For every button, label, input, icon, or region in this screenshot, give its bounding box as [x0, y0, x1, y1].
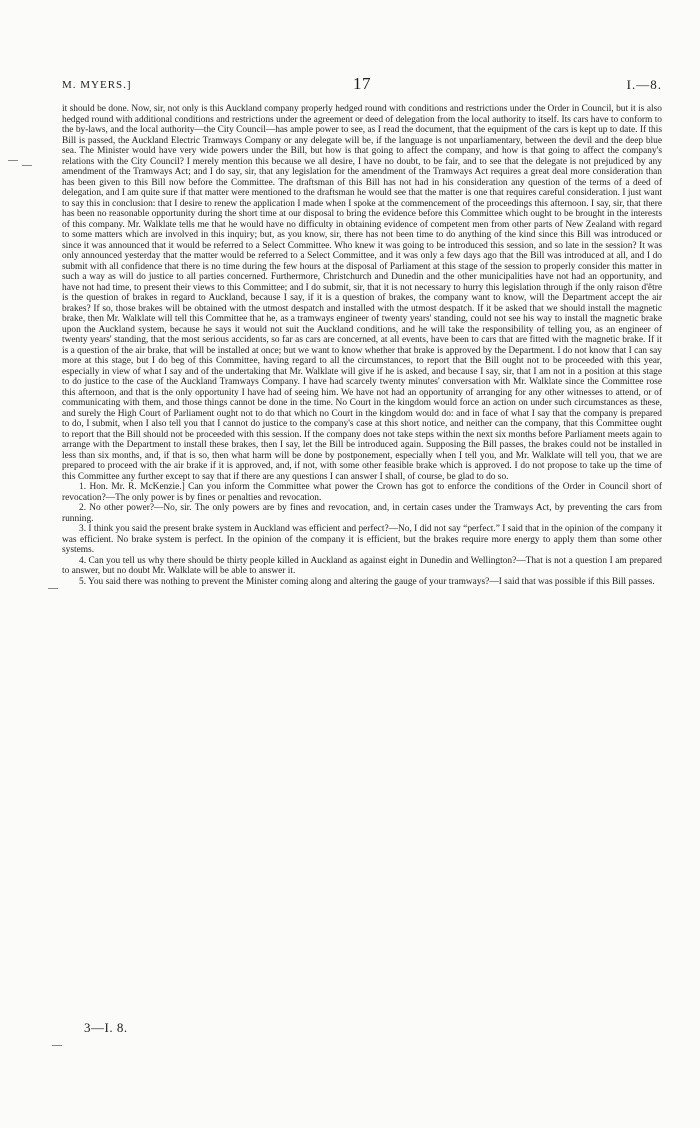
paragraph: 5. You said there was nothing to prevent the Minister coming along and altering the gauge of your tramways?—I said that was possible if this Bill passes. — [79, 576, 655, 587]
paragraph: it should be done. Now, sir, not only is this Auckland company properly hedged round with conditions and restrictions under the Order in Council, but it is also hedged round with additional conditions and restrictions under the agreement or deed of delegation from the local authority to itself. Its cars have to conform to the by-laws, and the local authority—the City Council—has ample power to see, as I read the document, that the equipment of the cars is kept up to date. If this Bill is passed, the Auckland Electric Tramways Company or any delegate will be, if the language is not unparliamentary, between the devil and the deep blue sea. The Minister would have very wide powers under the Bill, but how is that going to affect the company, and how is that going to affect the company's relations with the City Council? I merely mention this because we all desire, I have no doubt, to be fair, and to see that the delegate is not prejudiced by any amendment of the Tramways Act; and I do say, sir, that any legislation for the amendment of the Tramways Act requires a great deal more consideration than has been given to this Bill now before the Committee. The draftsman of this Bill has not had in his consideration any question of the terms of a deed of delegation, and I am quite sure if that matter were mentioned to the draftsman he would see that the matter is one that requires careful consideration. I just want to say this in conclusion: that I desire to renew the application I made when I spoke at the commencement of the proceedings this afternoon. I say, sir, that there has been no reasonable opportunity during the short time at our disposal to bring the evidence before this Committee which ought to be brought in the interests of this company. Mr. Walklate tells me that he would have no difficulty in obtaining evidence of competent men from other parts of New Zealand with regard to some matters which are involved in this inquiry; but, as you know, sir, there has not been time to do anything of the kind since this Bill was introduced or since it was announced that it would be referred to a Select Committee. Who knew it was going to be introduced this session, and so late in the session? It was only announced yesterday that the matter would be referred to a Select Committee, and it was only a few days ago that the Bill was introduced at all, and I do submit with all confidence that there is no time during the few hours at the disposal of Parliament at this stage of the session to properly consider this matter in such a way as will do justice to all parties concerned. Furthermore, Christchurch and Dunedin and the other municipalities have not had an opportunity, and have not had time, to present their views to this Committee; and I do submit, sir, that it is not necessary to hurry this legislation through if the only raison d'être is the question of brakes in regard to Auckland, because I say, if it is a question of brakes, the company want to know, will the Department accept the air brakes? If so, those brakes will be obtained with the utmost despatch and installed with the utmost despatch. If it be asked that we should install the magnetic brake, then Mr. Walklate will tell this Committee that he, as a tramways engineer of twenty years' standing, could not see his way to install the magnetic brake upon the Auckland system, because he says it would not suit the Auckland conditions, and he will take the responsibility of telling you, as an engineer of twenty years' standing, that the most serious accidents, so far as cars are concerned, at all events, have been to cars that are fitted with the magnetic brake. If it is a question of the air brake, that will be installed at once; but we want to know whether that brake is approved by the Department. I do not know that I can say more at this stage, but I do beg of this Committee, having regard to all the circumstances, to report that the Bill ought not to be proceeded with this year, especially in view of what I say and of the undertaking that Mr. Walklate will give if he is asked, and because I say, sir, that I am not in a position at this stage to do justice to the case of the Auckland Tramways Company. I have had scarcely twenty minutes' conversation with Mr. Walklate since the Committee rose this afternoon, and that is the only opportunity I have had of seeing him. We have not had an opportunity of arranging for any other witnesses to attend, or of communicating with them, and those things cannot be done in the time. No Court in the kingdom would force an action on under such circumstances as these, and surely the High Court of Parliament ought not to do that which no Court in the kingdom would do: and in face of what I say that the company is prepared to do, I submit, when I also tell you that I cannot do justice to the company's case at this short notice, and neither can the company, that this Committee ought to report that the Bill should not be proceeded with this session. If the company does not take steps within the next six months before Parliament meets again to arrange with the Department to install these brakes, then I say, let the Bill be introduced again. Supposing the Bill passes, the brakes could not be installed in less than six months, and, if that is so, then what harm will be done by postponement, especially when I tell you, and Mr. Walklate will tell you, that we are prepared to proceed with the air brake if it is approved, and, if not, with some other feasible brake which is approved. I do not propose to take up the time of this Committee any further except to say that if there are any questions I can answer I shall, of course, be glad to do so. — [62, 104, 662, 482]
margin-mark — [8, 160, 18, 161]
paper-reference: I.—8. — [626, 77, 662, 92]
page-number: 17 — [353, 74, 371, 93]
paragraph: 2. No other power?—No, sir. The only powers are by fines and revocation, and, in certain cases under the Tramways Act, by preventing the cars from running. — [62, 503, 662, 524]
paragraph: 4. Can you tell us why there should be thirty people killed in Auckland as against eight in Dunedin and Wellington?—That is not a question I am prepared to answer, but no doubt Mr. Walklate will be able to answer it. — [62, 555, 662, 576]
paragraph: 1. Hon. Mr. R. McKenzie.] Can you inform the Committee what power the Crown has got to enforce the conditions of the Order in Council short of revocation?—The only power is by fines or penalties and revocation. — [62, 482, 662, 503]
margin-mark — [22, 165, 32, 166]
page-header — [62, 74, 662, 95]
body-text — [62, 104, 662, 587]
header-speaker: M. MYERS.] — [62, 79, 132, 91]
paragraph: 3. I think you said the present brake system in Auckland was efficient and perfect?—No, I did not say “perfect.” I said that in the opinion of the company it was efficient. No brake system is perfect. In the opinion of the company it is efficient, but the brakes require more energy to apply them than some other systems. — [62, 524, 662, 555]
signature-mark: 3—I. 8. — [84, 1020, 128, 1035]
margin-mark — [52, 1045, 62, 1046]
margin-mark — [48, 588, 58, 589]
